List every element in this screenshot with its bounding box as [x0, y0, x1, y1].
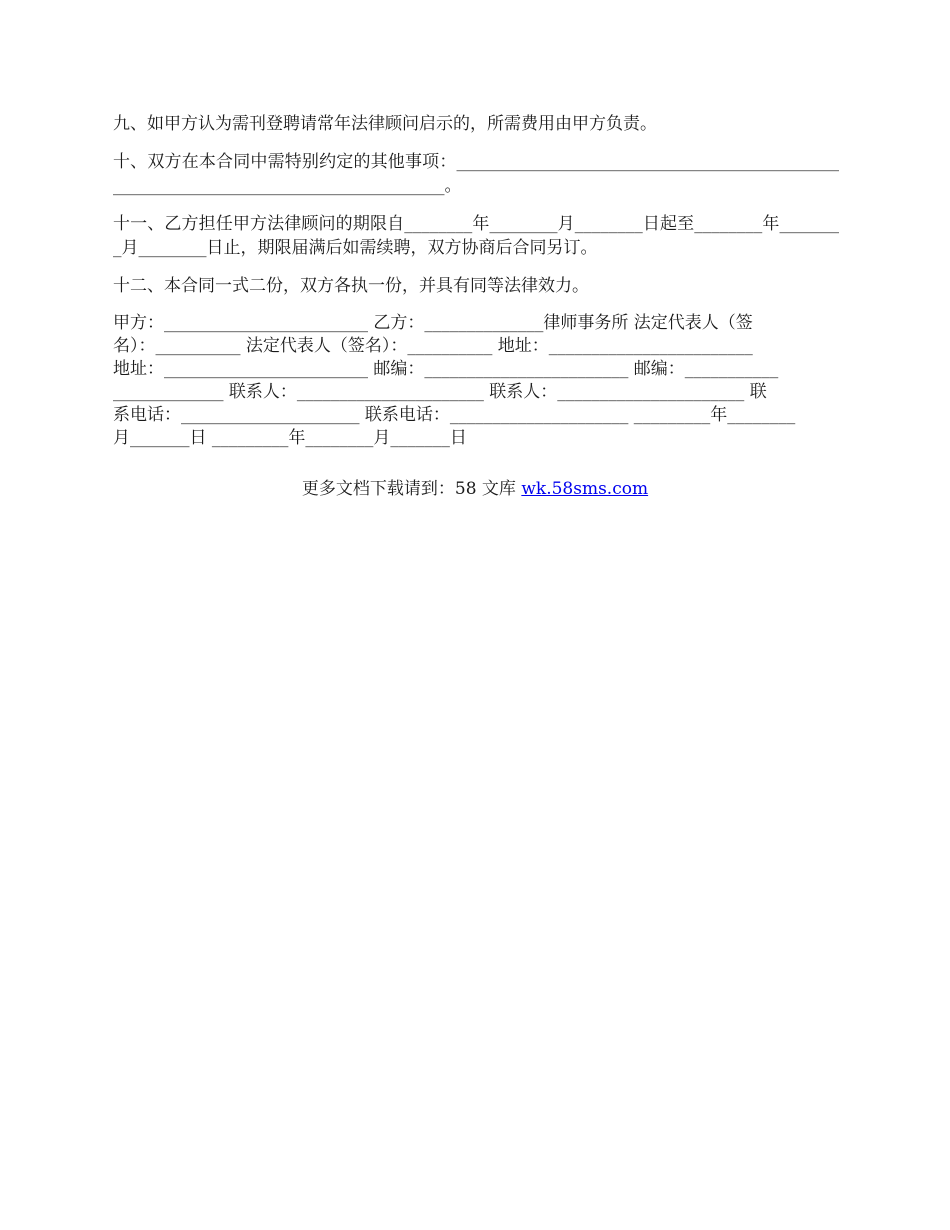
signature-line: 甲方：________________________ 乙方：______________律师事务所 法定代表人（签: [113, 313, 753, 333]
footer-link[interactable]: wk.58sms.com: [521, 479, 649, 499]
signature-block: [113, 312, 839, 450]
footer: [0, 477, 950, 501]
footer-prefix: 更多文档下载请到：58 文库: [301, 479, 522, 499]
signature-line: 月_______日 _________年________月_______日: [113, 428, 467, 448]
signature-line: _____________ 联系人：______________________ 联系人：______________________ 联: [113, 382, 767, 402]
signature-line: 地址：________________________ 邮编：________________________ 邮编：___________: [113, 359, 779, 379]
document-body: [113, 112, 839, 450]
signature-line: 名）：__________ 法定代表人（签名）：__________ 地址：________________________: [113, 336, 753, 356]
clause-9: 九、如甲方认为需刊登聘请常年法律顾问启示的，所需费用由甲方负责。: [113, 114, 657, 134]
signature-line: 系电话：_____________________ 联系电话：_____________________ _________年________: [113, 405, 796, 425]
clause-12: 十二、本合同一式二份，双方各执一份，并具有同等法律效力。: [113, 276, 589, 296]
clause-11: 十一、乙方担任甲方法律顾问的期限自________年________月________日起至________年________月________日止，期限届满后如需续聘，双方协商后合同另订。: [113, 214, 839, 258]
clause-10: 十、双方在本合同中需特别约定的其他事项：____________________________________________________________________________________。: [113, 152, 839, 196]
